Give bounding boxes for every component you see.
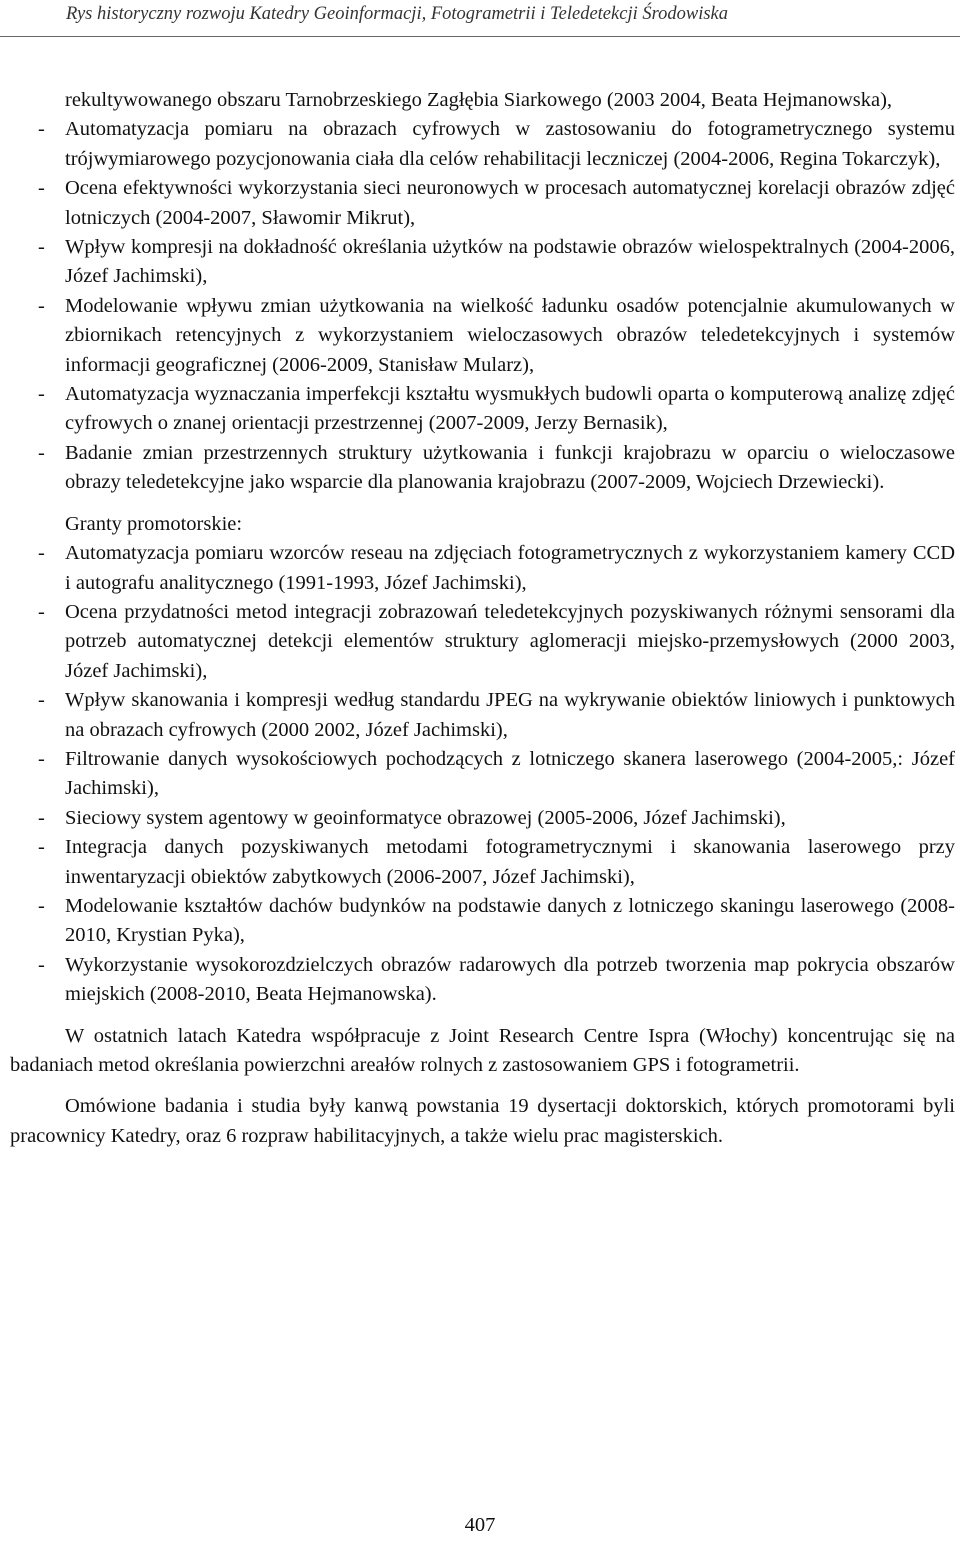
- grant-item-text: Ocena przydatności metod integracji zobrazowań teledetekcyjnych pozyskiwanych różnymi sensorami dla potrzeb automatycznej detekcji elementów struktury aglomeracji miejsko-przemysłowych (2000 2003, Józef Jachimski),: [65, 600, 955, 682]
- grant-item: [10, 833, 955, 892]
- list-item-text: Wpływ kompresji na dokładność określania użytków na podstawie obrazów wielospektralnych (2004-2006, Józef Jachimski),: [65, 236, 955, 288]
- grant-item: [10, 745, 955, 804]
- list-item: [10, 115, 955, 174]
- dash-marker: -: [38, 600, 45, 623]
- dash-marker: -: [38, 118, 45, 141]
- dash-marker: -: [38, 894, 45, 917]
- running-header: Rys historyczny rozwoju Katedry Geoinformacji, Fotogrametrii i Teledetekcji Środowiska: [66, 4, 728, 24]
- dash-marker: -: [38, 294, 45, 317]
- grant-item: [10, 804, 955, 833]
- dash-marker: -: [38, 953, 45, 976]
- list-item: [10, 233, 955, 292]
- grant-item: [10, 951, 955, 1010]
- list-item-continuation: [10, 86, 955, 115]
- grant-item-text: Wpływ skanowania i kompresji według standardu JPEG na wykrywanie obiektów liniowych i punktowych na obrazach cyfrowych (2000 2002, Józef Jachimski),: [65, 689, 955, 741]
- dash-marker: -: [38, 236, 45, 259]
- dash-marker: -: [38, 177, 45, 200]
- dash-marker: -: [38, 542, 45, 565]
- page-number: 407: [464, 1514, 496, 1536]
- grant-item: [10, 539, 955, 598]
- header-divider: [0, 36, 960, 37]
- list-item-text: Automatyzacja pomiaru na obrazach cyfrowych w zastosowaniu do fotogrametrycznego systemu trójwymiarowego pozycjonowania ciała dla celów rehabilitacji leczniczej (2004-2006, Regina Tokarczyk),: [65, 118, 955, 170]
- dash-marker: -: [38, 806, 45, 829]
- page-body: [10, 86, 955, 1151]
- list-item: [10, 292, 955, 380]
- list-item: [10, 380, 955, 439]
- dash-marker: -: [38, 383, 45, 406]
- list-item-text: Ocena efektywności wykorzystania sieci neuronowych w procesach automatycznej korelacji obrazów zdjęć lotniczych (2004-2007, Sławomir Mikrut),: [65, 177, 955, 229]
- promoter-grants-heading: Granty promotorskie:: [65, 512, 243, 535]
- grant-item: [10, 892, 955, 951]
- grant-item-text: Wykorzystanie wysokorozdzielczych obrazów radarowych dla potrzeb tworzenia map pokrycia obszarów miejskich (2008-2010, Beata Hejmanowska).: [65, 953, 955, 1006]
- list-item-text: Modelowanie wpływu zmian użytkowania na wielkość ładunku osadów potencjalnie akumulowanych w zbiornikach retencyjnych z wykorzystaniem wieloczasowych obrazów teledetekcyjnych i systemów informacji geograficznej (2006-2009, Stanisław Mularz),: [65, 294, 955, 376]
- grant-item-text: Sieciowy system agentowy w geoinformatyce obrazowej (2005-2006, Józef Jachimski),: [65, 806, 786, 829]
- dash-marker: -: [38, 747, 45, 770]
- dash-marker: -: [38, 836, 45, 859]
- grant-item: [10, 598, 955, 686]
- dash-marker: -: [38, 441, 45, 464]
- list-item-text: Badanie zmian przestrzennych struktury użytkowania i funkcji krajobrazu w oparciu o wieloczasowe obrazy teledetekcyjne jako wsparcie dla planowania krajobrazu (2007-2009, Wojciech Drzewiecki).: [65, 441, 955, 494]
- dash-marker: -: [38, 689, 45, 712]
- body-paragraph: Omówione badania i studia były kanwą powstania 19 dysertacji doktorskich, których promotorami byli pracownicy Katedry, oraz 6 rozpraw habilitacyjnych, a także wielu prac magisterskich.: [10, 1095, 955, 1147]
- list-item: [10, 439, 955, 498]
- grant-item-text: Automatyzacja pomiaru wzorców reseau na zdjęciach fotogrametrycznych z wykorzystaniem kamery CCD i autografu analitycznego (1991-1993, Józef Jachimski),: [65, 542, 955, 594]
- grant-item-text: Integracja danych pozyskiwanych metodami fotogrametrycznymi i skanowania laserowego przy inwentaryzacji obiektów zabytkowych (2006-2007, Józef Jachimski),: [65, 836, 955, 888]
- grant-item: [10, 686, 955, 745]
- grant-item-text: Filtrowanie danych wysokościowych pochodzących z lotniczego skanera laserowego (2004-2005,: Józef Jachimski),: [65, 747, 955, 800]
- list-item-text: rekultywowanego obszaru Tarnobrzeskiego Zagłębia Siarkowego (2003 2004, Beata Hejmanowska),: [65, 89, 893, 111]
- grant-item-text: Modelowanie kształtów dachów budynków na podstawie danych z lotniczego skaningu laserowego (2008-2010, Krystian Pyka),: [65, 894, 955, 947]
- list-item: [10, 174, 955, 233]
- list-item-text: Automatyzacja wyznaczania imperfekcji kształtu wysmukłych budowli oparta o komputerową analizę zdjęć cyfrowych o znanej orientacji przestrzennej (2007-2009, Jerzy Bernasik),: [65, 383, 955, 435]
- body-paragraph: W ostatnich latach Katedra współpracuje z Joint Research Centre Ispra (Włochy) koncentrując się na badaniach metod określania powierzchni areałów rolnych z zastosowaniem GPS i fotogrametrii.: [10, 1024, 955, 1076]
